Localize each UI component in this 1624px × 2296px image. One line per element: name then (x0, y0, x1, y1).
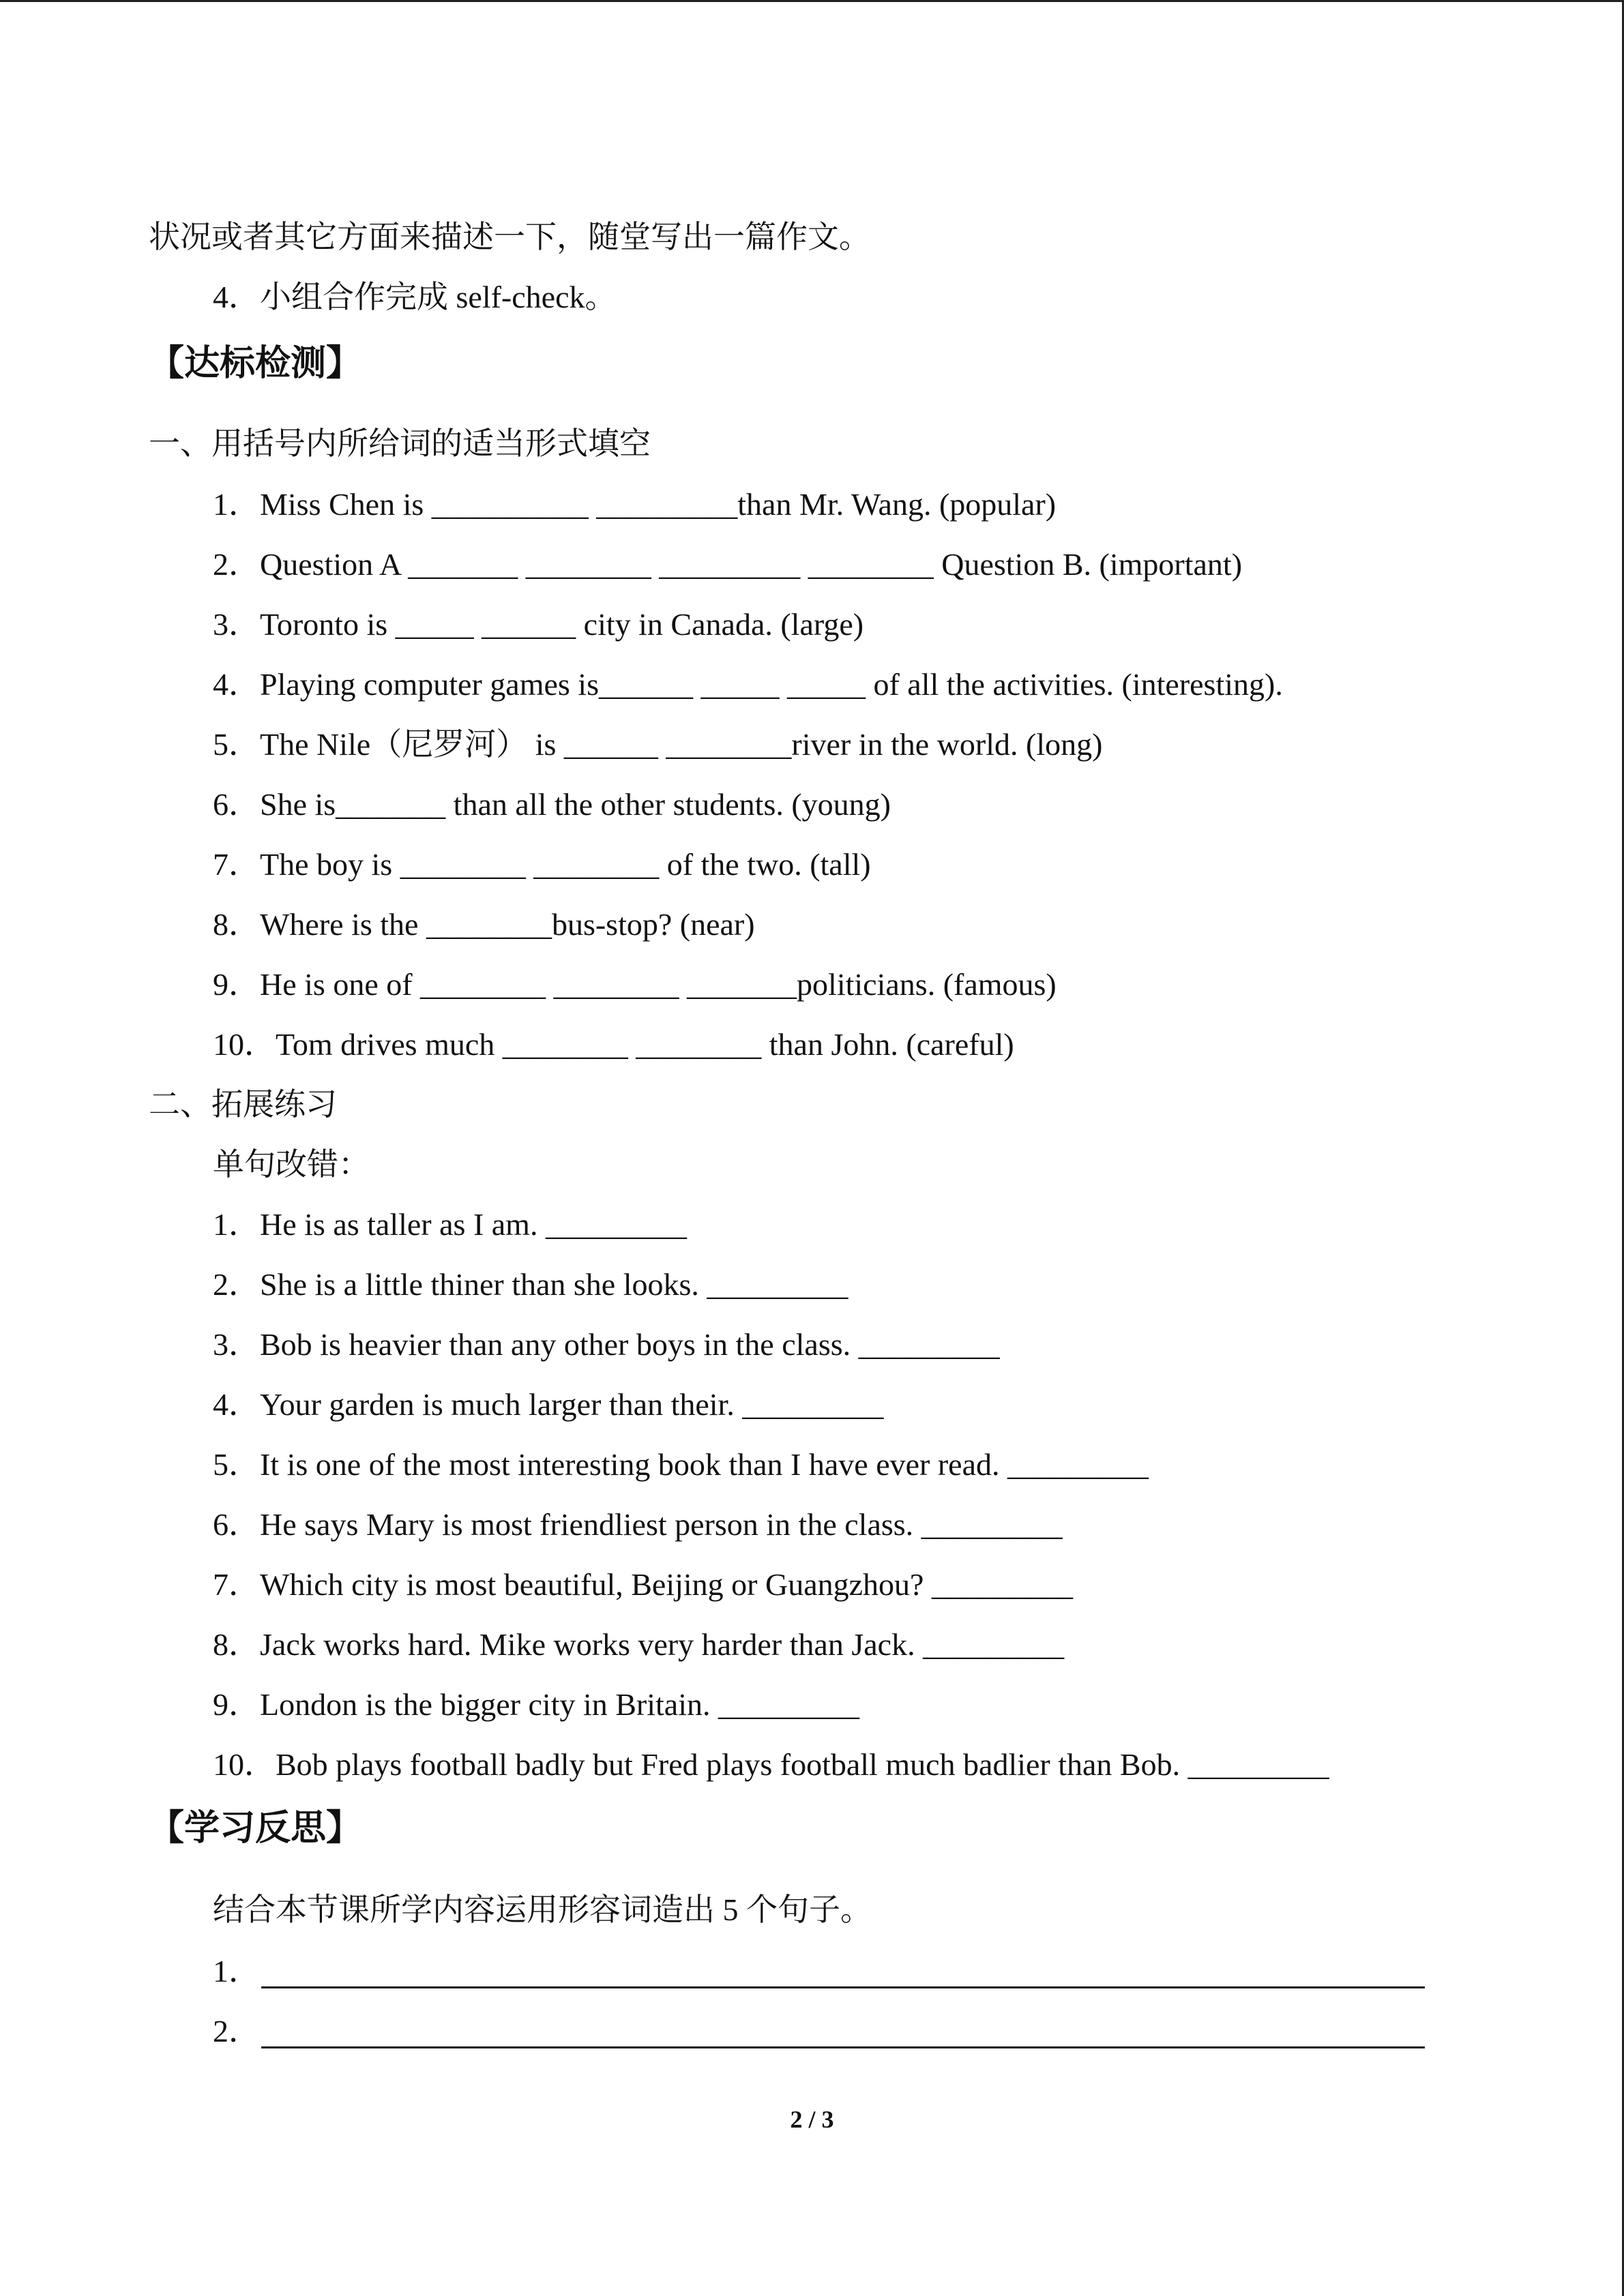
fill-item-5: 5．The Nile（尼罗河） is ______ ________river in the world. (long) (213, 727, 1103, 762)
correction-item-4: 4．Your garden is much larger than their. _________ (213, 1387, 884, 1422)
fill-item-9: 9．He is one of ________ ________ _______politicians. (famous) (213, 967, 1057, 1002)
answer-line-label-1: 1． (213, 1954, 260, 1988)
fill-item-6: 6．She is_______ than all the other students. (young) (213, 787, 891, 822)
part2-title: 二、拓展练习 (149, 1087, 337, 1122)
fill-item-4: 4．Playing computer games is______ _____ _____ of all the activities. (interesting). (213, 667, 1283, 702)
fill-item-3: 3．Toronto is _____ ______ city in Canada. (large) (213, 607, 864, 642)
correction-item-1: 1．He is as taller as I am. _________ (213, 1207, 687, 1242)
part1-title: 一、用括号内所给词的适当形式填空 (149, 426, 651, 461)
fill-item-2: 2．Question A _______ ________ _________ ________ Question B. (important) (213, 547, 1243, 582)
fill-item-10: 10．Tom drives much ________ ________ than John. (careful) (213, 1027, 1014, 1062)
fill-item-1: 1．Miss Chen is __________ _________than Mr. Wang. (popular) (213, 487, 1057, 522)
correction-item-7: 7．Which city is most beautiful, Beijing or Guangzhou? _________ (213, 1567, 1073, 1602)
page-number: 2 / 3 (790, 2106, 834, 2133)
answer-line-1[interactable] (261, 1986, 1425, 1988)
fill-item-7: 7．The boy is ________ ________ of the two. (tall) (213, 847, 871, 882)
answer-line-label-2: 2． (213, 2014, 260, 2048)
correction-item-10: 10．Bob plays football badly but Fred plays football much badlier than Bob. _________ (213, 1747, 1329, 1782)
intro-line-2: 4．小组合作完成 self-check。 (213, 280, 617, 314)
intro-line-1: 状况或者其它方面来描述一下，随堂写出一篇作文。 (149, 220, 870, 254)
answer-line-2[interactable] (261, 2046, 1425, 2048)
correction-item-8: 8．Jack works hard. Mike works very harder than Jack. _________ (213, 1627, 1065, 1662)
correction-item-3: 3．Bob is heavier than any other boys in the class. _________ (213, 1327, 1000, 1362)
fill-item-8: 8．Where is the ________bus-stop? (near) (213, 907, 755, 942)
section-heading-check: 【达标检测】 (149, 343, 362, 384)
part2-subtitle: 单句改错： (213, 1147, 370, 1182)
reflect-instruction: 结合本节课所学内容运用形容词造出 5 个句子。 (213, 1892, 872, 1927)
correction-item-6: 6．He says Mary is most friendliest person in the class. _________ (213, 1507, 1063, 1542)
correction-item-5: 5．It is one of the most interesting book than I have ever read. _________ (213, 1447, 1149, 1482)
correction-item-9: 9．London is the bigger city in Britain. _________ (213, 1687, 860, 1722)
section-heading-reflect: 【学习反思】 (149, 1808, 362, 1849)
correction-item-2: 2．She is a little thiner than she looks. _________ (213, 1267, 848, 1302)
